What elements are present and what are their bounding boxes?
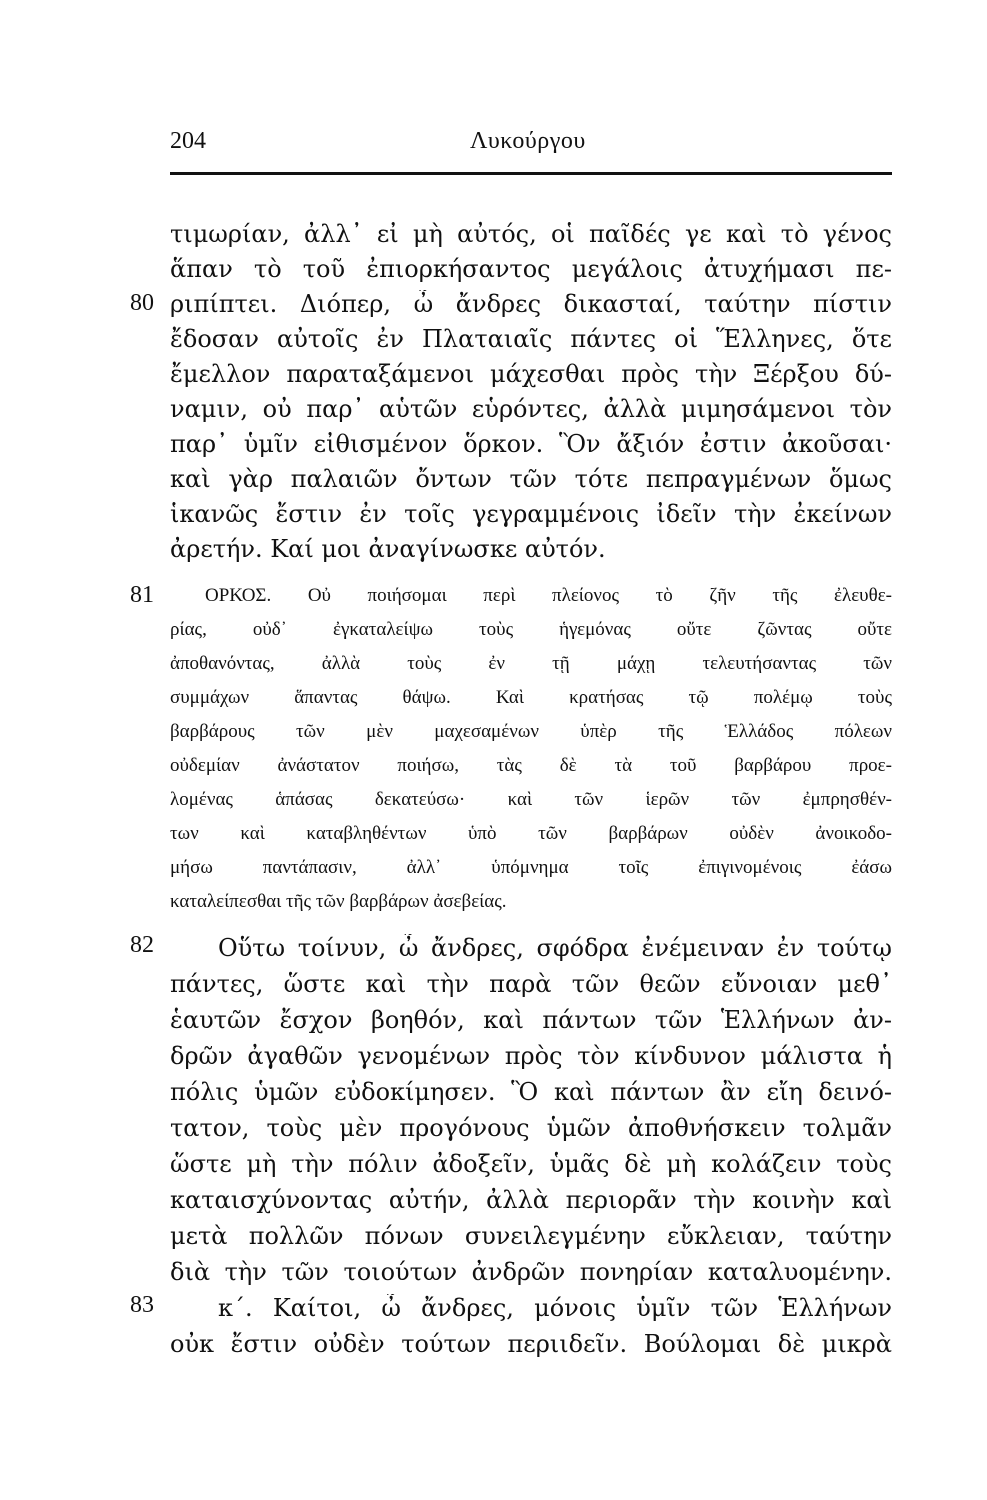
oath-line: βαρβάρους τῶν μὲν μαχεσαμένων ὑπὲρ τῆς Ἑλλάδος πόλεων [170, 721, 892, 742]
oath-line: καταλείπεσθαι τῆς τῶν βαρβάρων ἀσεβείας. [170, 891, 507, 912]
oath-line: οὐδεμίαν ἀνάστατον ποιήσω, τὰς δὲ τὰ τοῦ βαρβάρου προε- [170, 755, 892, 776]
oath-line: ρίας, οὐδ᾽ ἐγκαταλείψω τοὺς ἡγεμόνας οὔτε ζῶντας οὔτε [170, 619, 892, 640]
text-line: ἀρετήν. Καί μοι ἀναγίνωσκε αὐτόν. [170, 535, 606, 563]
text-line: ἅπαν τὸ τοῦ ἐπιορκήσαντος μεγάλοις ἀτυχήμασι πε- [170, 255, 892, 283]
text-line: τατον, τοὺς μὲν προγόνους ὑμῶν ἀποθνήσκειν τολμᾶν [170, 1114, 892, 1142]
oath-line: ΟΡΚΟΣ. Οὐ ποιήσομαι περὶ πλείονος τὸ ζῆν τῆς ἐλευθε- [205, 585, 892, 606]
section-number-83: 83 [130, 1292, 154, 1318]
text-line: διὰ τὴν τῶν τοιούτων ἀνδρῶν πονηρίαν καταλυομένην. [170, 1258, 892, 1286]
text-line: πάντες, ὥστε καὶ τὴν παρὰ τῶν θεῶν εὔνοιαν μεθ᾽ [170, 970, 892, 998]
text-line: ἱκανῶς ἔστιν ἐν τοῖς γεγραμμένοις ἰδεῖν τὴν ἐκείνων [170, 500, 892, 528]
text-line: δρῶν ἀγαθῶν γενομένων πρὸς τὸν κίνδυνον μάλιστα ἡ [170, 1042, 892, 1070]
running-head: Λυκούργου [470, 128, 586, 154]
text-line: παρ᾽ ὑμῖν εἰθισμένον ὅρκον. Ὃν ἄξιόν ἐστιν ἀκοῦσαι· [170, 430, 892, 458]
text-line: μετὰ πολλῶν πόνων συνειλεγμένην εὔκλειαν, ταύτην [170, 1222, 892, 1250]
oath-line: λομένας ἁπάσας δεκατεύσω· καὶ τῶν ἱερῶν τῶν ἐμπρησθέν- [170, 789, 892, 810]
text-line: ριπίπτει. Διόπερ, ὦ ἄνδρες δικασταί, ταύτην πίστιν [170, 290, 892, 318]
text-line: Οὕτω τοίνυν, ὦ ἄνδρες, σφόδρα ἐνέμειναν ἐν τούτῳ [218, 934, 892, 962]
text-line: πόλις ὑμῶν εὐδοκίμησεν. Ὃ καὶ πάντων ἂν εἴη δεινό- [170, 1078, 892, 1106]
text-line: ἔδοσαν αὐτοῖς ἐν Πλαταιαῖς πάντες οἱ Ἕλληνες, ὅτε [170, 325, 892, 353]
text-line: κ΄. Καίτοι, ὦ ἄνδρες, μόνοις ὑμῖν τῶν Ἑλλήνων [218, 1294, 892, 1322]
text-line: ἔμελλον παραταξάμενοι μάχεσθαι πρὸς τὴν Ξέρξου δύ- [170, 360, 892, 388]
text-line: τιμωρίαν, ἀλλ᾽ εἰ μὴ αὐτός, οἱ παῖδές γε καὶ τὸ γένος [170, 220, 892, 248]
text-line: καὶ γὰρ παλαιῶν ὄντων τῶν τότε πεπραγμένων ὅμως [170, 465, 892, 493]
header-rule [170, 172, 892, 175]
text-line: ναμιν, οὐ παρ᾽ αὑτῶν εὑρόντες, ἀλλὰ μιμησάμενοι τὸν [170, 395, 892, 423]
section-number-81: 81 [130, 582, 154, 608]
text-line: οὐκ ἔστιν οὐδὲν τούτων περιιδεῖν. Βούλομαι δὲ μικρὰ [170, 1330, 892, 1358]
oath-line: συμμάχων ἅπαντας θάψω. Καὶ κρατήσας τῷ πολέμῳ τοὺς [170, 687, 892, 708]
oath-line: μήσω παντάπασιν, ἀλλ᾽ ὑπόμνημα τοῖς ἐπιγινομένοις ἐάσω [170, 857, 892, 878]
text-line: ὥστε μὴ τὴν πόλιν ἀδοξεῖν, ὑμᾶς δὲ μὴ κολάζειν τοὺς [170, 1150, 892, 1178]
text-line: ἑαυτῶν ἔσχον βοηθόν, καὶ πάντων τῶν Ἑλλήνων ἀν- [170, 1006, 892, 1034]
section-number-82: 82 [130, 932, 154, 958]
oath-line: των καὶ καταβληθέντων ὑπὸ τῶν βαρβάρων οὐδὲν ἀνοικοδο- [170, 823, 892, 844]
section-number-80: 80 [130, 290, 154, 316]
page-header [170, 128, 892, 168]
text-line: καταισχύνοντας αὐτήν, ἀλλὰ περιορᾶν τὴν κοινὴν καὶ [170, 1186, 892, 1214]
page-number: 204 [170, 128, 206, 154]
oath-line: ἀποθανόντας, ἀλλὰ τοὺς ἐν τῇ μάχῃ τελευτήσαντας τῶν [170, 653, 892, 674]
